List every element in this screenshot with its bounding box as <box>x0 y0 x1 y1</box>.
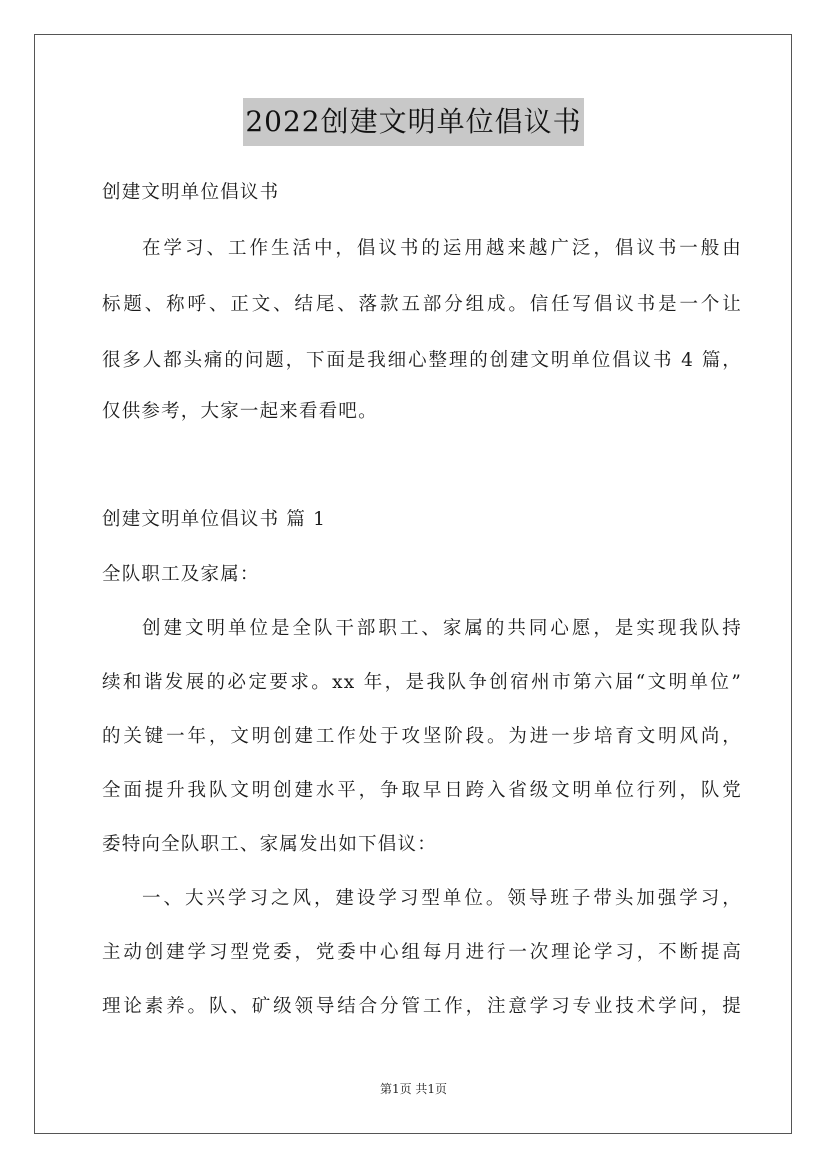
document-title: 2022创建文明单位倡议书 <box>243 98 583 146</box>
paragraph-line: 续和谐发展的必定要求。xx 年，是我队争创宿州市第六届“文明单位” <box>102 672 742 693</box>
paragraph-line: 创建文明单位是全队干部职工、家属的共同心愿，是实现我队持 <box>142 618 742 639</box>
paragraph-line: 主动创建学习型党委，党委中心组每月进行一次理论学习，不断提高 <box>102 942 742 963</box>
paragraph-line: 全面提升我队文明创建水平，争取早日跨入省级文明单位行列，队党 <box>102 780 742 801</box>
salutation-line: 全队职工及家属： <box>102 564 260 585</box>
paragraph-line: 仅供参考，大家一起来看看吧。 <box>102 401 378 422</box>
paragraph-line: 的关键一年，文明创建工作处于攻坚阶段。为进一步培育文明风尚， <box>102 726 742 747</box>
paragraph-line: 委特向全队职工、家属发出如下倡议： <box>102 834 437 855</box>
paragraph-line: 很多人都头痛的问题，下面是我细心整理的创建文明单位倡议书 4 篇， <box>102 350 742 371</box>
title-block <box>0 98 827 146</box>
paragraph-line: 标题、称呼、正文、结尾、落款五部分组成。信任写倡议书是一个让 <box>102 294 742 315</box>
paragraph-line: 在学习、工作生活中，倡议书的运用越来越广泛，倡议书一般由 <box>142 238 742 259</box>
section-heading: 创建文明单位倡议书 篇 1 <box>102 509 327 530</box>
page-number-footer: 第1页 共1页 <box>379 1082 448 1096</box>
paragraph-line: 理论素养。队、矿级领导结合分管工作，注意学习专业技术学问，提 <box>102 996 742 1017</box>
paragraph-line: 一、大兴学习之风，建设学习型单位。领导班子带头加强学习， <box>142 888 742 909</box>
subtitle-line: 创建文明单位倡议书 <box>102 182 280 203</box>
